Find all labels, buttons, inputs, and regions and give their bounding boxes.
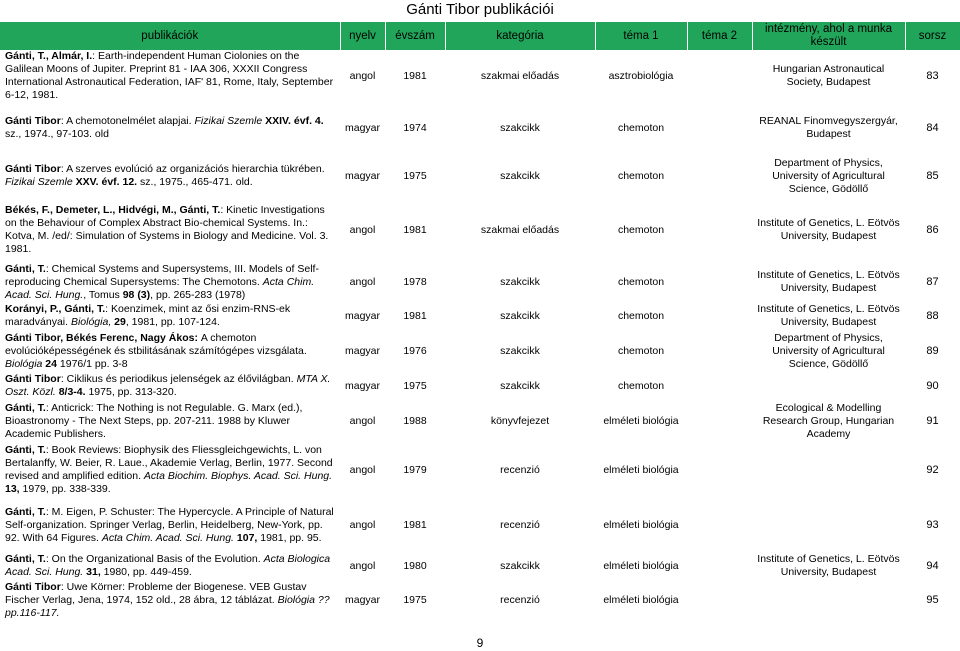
citation-segment: XXV. évf. 12. [75,176,138,188]
publication-citation [0,154,340,198]
col-header-year: évszám [385,22,445,50]
cell-serial: 95 [926,593,939,606]
page-title: Gánti Tibor publikációi [406,1,554,18]
citation-segment: : Chemical Systems and Supersystems, III. Models of Self-reproducing Chemical Supersystems: The Chemotons. [5,262,319,288]
citation-segment: , Tomus [83,288,123,301]
cell-category: szakcikk [500,344,540,357]
citation-segment: MTA X. Oszt. Közl. [5,373,331,398]
cell-topic-2 [687,154,752,198]
col-header-language: nyelv [340,22,385,50]
cell-category: recenzió [500,518,540,531]
citation-segment: , 1981, pp. 107-124. [125,316,220,328]
cell-topic-1: elméleti biológia [603,414,679,427]
citation-segment: Biológia [5,357,43,370]
cell-year: 1981 [403,223,427,236]
cell-institution: Ecological & Modelling Research Group, Hungarian Academy [762,401,895,440]
citation-segment: : Anticrick: The Nothing is not Regulable. G. Marx (ed.), Bioastronomy - The Next Steps, pp. 207-211. 1988 by Kluwer Academic Publishers. [5,401,303,440]
cell-year: 1976 [403,344,427,357]
citation-segment: Fizikai Szemle [194,115,263,127]
cell-language: magyar [344,379,380,392]
citation-segment: : Uwe Körner: Probleme der Biogenese. VEB Gustav Fischer Verlag, Jena, 1974, 152 old., 28 ábra, 12 táblázat. [5,580,307,606]
cell-institution: Institute of Genetics, L. Eötvös University, Budapest [757,217,900,242]
cell-serial: 91 [926,414,939,427]
cell-serial: 94 [926,559,939,572]
cell-year: 1981 [403,309,427,322]
cell-topic-1: elméleti biológia [603,463,679,476]
cell-category: recenzió [500,593,540,606]
citation-segment: Gánti, T. [5,553,46,565]
citation-segment: , pp. 265-283 (1978) [150,288,246,301]
cell-year: 1988 [403,414,427,427]
cell-year: 1974 [403,121,427,134]
cell-institution: Department of Physics, University of Agricultural Science, Gödöllő [772,156,885,195]
cell-topic-2 [687,372,752,400]
citation-segment: : Book Reviews: Biophysik des Fliessgleichgewichts, L. von Bertalanffy, W. Beier, R. Laue., Akademie Verlag, Berlin, 1977. Second revised and amplified edition. [5,444,333,482]
citation-segment: Gánti, T. [5,401,46,414]
citation-segment: Gánti, T. [5,505,46,518]
cell-category: szakmai előadás [480,69,560,82]
cell-category: recenzió [500,463,540,476]
cell-institution: Institute of Genetics, L. Eötvös University, Budapest [757,303,900,328]
cell-year: 1981 [403,518,427,531]
publication-citation [0,400,340,442]
citation-segment: sz., 1974., 97-103. old [5,128,109,140]
citation-segment: Békés, F., Demeter, L., Hidvégi, M., Gánti, T. [5,204,221,216]
citation-segment: : Ciklikus és periodikus jelenségek az élővilágban. [60,373,297,385]
col-header-serial: sorsz [905,22,960,50]
citation-segment: Gánti Tibor [5,580,61,593]
cell-institution [752,504,905,546]
cell-category: könyvfejezet [490,414,550,427]
cell-topic-1: chemoton [617,169,665,182]
cell-category: szakcikk [500,309,540,322]
citation-segment: 31, [86,566,101,578]
cell-serial: 83 [926,69,939,82]
citation-segment: 8/3-4. [58,386,86,398]
citation-segment: : Earth-independent Human Ciolonies on the Galilean Moons of Jupiter. Preprint 81 - IAA 306, XXXII Congress International Astronautical Federation, IAF' 81, Rome, Italy, September 6-12, 1981. [5,50,334,101]
cell-institution [752,580,905,620]
citation-segment: 1980, pp. 449-459. [100,566,192,578]
citation-segment: : On the Organizational Basis of the Evolution. [45,553,264,565]
cell-topic-2 [687,400,752,442]
citation-segment: Acta Chim. Acad. Sci. Hung. [5,275,315,301]
citation-segment: 24 [45,357,57,370]
table-row [0,442,960,498]
cell-language: angol [349,463,376,476]
citation-segment: Acta Biochim. Biophys. Acad. Sci. Hung. [143,470,333,482]
citation-segment: Gánti Tibor, Békés Ferenc, Nagy Ákos: [5,331,201,344]
page-number: 9 [476,636,484,650]
cell-year: 1981 [403,69,427,82]
table-row [0,108,960,148]
cell-serial: 92 [926,463,939,476]
cell-serial: 87 [926,275,939,288]
cell-language: magyar [344,121,380,134]
cell-category: szakcikk [500,275,540,288]
cell-institution: Institute of Genetics, L. Eötvös University, Budapest [757,553,900,578]
col-header-topic-2: téma 2 [687,22,752,50]
cell-category: szakcikk [500,121,540,134]
cell-language: magyar [344,309,380,322]
cell-serial: 89 [926,344,939,357]
header-row [0,22,960,50]
citation-segment: 29 [114,316,126,328]
cell-language: angol [349,559,376,572]
cell-topic-2 [687,262,752,302]
cell-topic-1: chemoton [617,275,665,288]
cell-topic-1: elméleti biológia [603,593,679,606]
cell-serial: 93 [926,518,939,531]
citation-segment: Gánti Tibor [5,373,61,385]
table-row [0,580,960,620]
publication-citation [0,372,340,400]
table-row [0,330,960,372]
cell-topic-2 [687,580,752,620]
col-header-institution: intézmény, ahol a munka készült [752,22,905,50]
cell-topic-2 [687,442,752,498]
cell-institution [752,372,905,400]
cell-serial: 85 [926,169,939,182]
cell-language: magyar [344,169,380,182]
citation-segment: : A szerves evolúció az organizációs hierarchia tükrében. [60,163,325,175]
table-row [0,372,960,400]
cell-language: angol [349,223,376,236]
cell-language: angol [349,518,376,531]
cell-institution: Institute of Genetics, L. Eötvös University, Budapest [757,269,900,294]
citation-segment: Acta Chim. Acad. Sci. Hung. [101,531,234,544]
publication-citation [0,204,340,256]
publication-citation [0,442,340,498]
citation-segment: : M. Eigen, P. Schuster: The Hypercycle. A Principle of Natural Self-organization. Springer Verlag, Berlin, Heidelberg, New-York, pp. 92. With 64 Figures. [5,505,334,544]
citation-segment: Fizikai Szemle [5,176,73,188]
cell-topic-1: chemoton [617,309,665,322]
cell-serial: 88 [926,309,939,322]
citation-segment: 1975, pp. 313-320. [85,386,177,398]
cell-topic-1: elméleti biológia [603,518,679,531]
citation-segment: Gánti, T. [5,262,46,275]
cell-year: 1975 [403,169,427,182]
table-body [0,50,960,620]
cell-year: 1979 [403,463,427,476]
publication-citation [0,302,340,330]
cell-institution [752,442,905,498]
table-row [0,262,960,302]
table-row [0,400,960,442]
publications-table [0,22,960,620]
citation-segment: : A chemotonelmélet alapjai. [60,115,195,127]
cell-topic-1: chemoton [617,379,665,392]
citation-segment: Biológia ?? pp.116-117. [5,593,330,619]
cell-year: 1975 [403,593,427,606]
cell-year: 1980 [403,559,427,572]
citation-segment: Gánti, T., Almár, I. [5,50,93,62]
cell-topic-1: elméleti biológia [603,559,679,572]
cell-serial: 86 [926,223,939,236]
cell-topic-2 [687,204,752,256]
cell-topic-2 [687,108,752,148]
cell-category: szakcikk [500,169,540,182]
citation-segment: sz., 1975., 465-471. old. [137,176,253,188]
publication-citation [0,552,340,580]
citation-segment: 107, [236,531,258,544]
citation-segment: 13, [5,483,20,495]
citation-segment: Gánti Tibor [5,115,61,127]
citation-segment: XXIV. évf. 4. [265,115,324,127]
publication-citation [0,580,340,620]
citation-segment: : Kinetic Investigations on the Behaviour of Complex Abstract Bio-chemical Systems. In.: Kotva, M. /ed/: Simulation of Systems in Biology and Medicine. Vol. 3. 1981. [5,204,329,255]
cell-year: 1978 [403,275,427,288]
cell-language: angol [349,69,376,82]
citation-segment: Biológia, [70,316,112,328]
cell-language: magyar [344,593,380,606]
citation-segment: 98 (3) [122,288,151,301]
col-header-topic-1: téma 1 [595,22,687,50]
publication-citation [0,262,340,302]
citation-segment: 1981, pp. 95. [257,531,322,544]
citation-segment: A chemoton evolúcióképességének és stbilitásának számítógépes vizsgálata. [5,331,307,357]
cell-topic-1: chemoton [617,344,665,357]
citation-segment: 1976/1 pp. 3-8 [56,357,128,370]
table-row [0,552,960,580]
cell-category: szakmai előadás [480,223,560,236]
table-row [0,50,960,102]
cell-topic-2 [687,50,752,102]
citation-segment: : Koenzimek, mint az ősi enzim-RNS-ek maradványai. [5,303,291,328]
cell-topic-1: asztrobiológia [608,69,674,82]
cell-language: angol [349,414,376,427]
cell-topic-2 [687,552,752,580]
publications-sheet [0,22,960,620]
cell-topic-2 [687,330,752,372]
citation-segment: 1979, pp. 338-339. [19,483,111,495]
publication-citation [0,50,340,102]
citation-segment: Korányi, P., Gánti, T. [5,303,106,315]
cell-category: szakcikk [500,559,540,572]
cell-language: angol [349,275,376,288]
cell-language: magyar [344,344,380,357]
cell-institution: REANAL Finomvegyszergyár, Budapest [759,115,898,140]
col-header-category: kategória [445,22,595,50]
cell-serial: 90 [926,379,939,392]
citation-segment: Gánti Tibor [5,163,61,175]
cell-year: 1975 [403,379,427,392]
publication-citation [0,504,340,546]
cell-topic-2 [687,302,752,330]
publication-citation [0,108,340,148]
table-row [0,154,960,198]
cell-institution: Department of Physics, University of Agricultural Science, Gödöllő [772,331,885,370]
col-header-publications: publikációk [0,22,340,50]
citation-segment: Acta Biologica Acad. Sci. Hung. [5,553,331,578]
cell-topic-1: chemoton [617,121,665,134]
cell-topic-2 [687,504,752,546]
cell-serial: 84 [926,121,939,134]
cell-institution: Hungarian Astronautical Society, Budapest [772,63,885,88]
table-row [0,504,960,546]
table-row [0,204,960,256]
cell-category: szakcikk [500,379,540,392]
table-row [0,302,960,330]
citation-segment: Gánti, T. [5,444,46,456]
cell-topic-1: chemoton [617,223,665,236]
publication-citation [0,330,340,372]
